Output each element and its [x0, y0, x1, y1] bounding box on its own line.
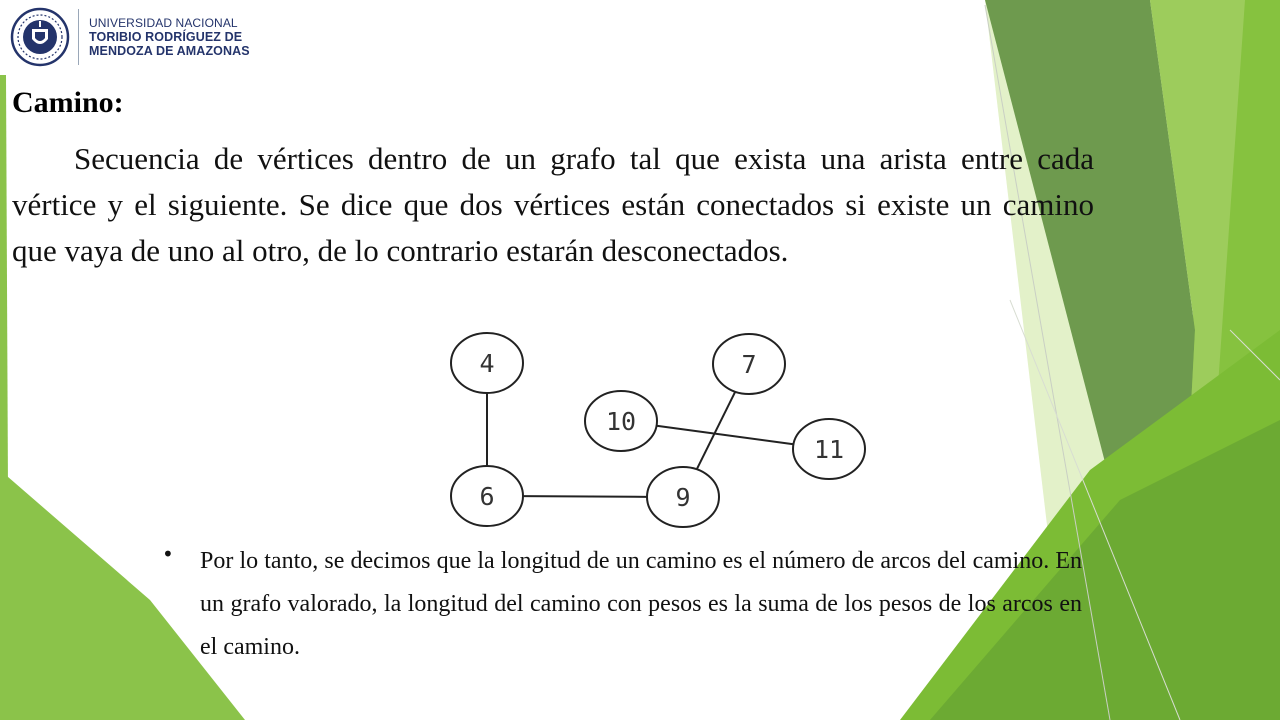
node-9 — [647, 467, 719, 527]
node-label: 7 — [741, 350, 757, 379]
node-6 — [451, 466, 523, 526]
node-label: 4 — [479, 349, 495, 378]
university-name-line-1: UNIVERSIDAD NACIONAL — [89, 16, 238, 30]
node-label: 10 — [605, 407, 637, 436]
node-label: 6 — [479, 482, 495, 511]
edge-10-11 — [657, 426, 794, 444]
bullet-text: Por lo tanto, se decimos que la longitud de un camino es el número de arcos del camino. En un grafo valorado, la longitud del camino con pesos es la suma de los pesos de los arcos en el camino. — [200, 548, 1082, 660]
node-label: 9 — [675, 483, 691, 512]
edge-6-9 — [523, 496, 647, 497]
bullet-item — [162, 540, 1082, 669]
slide-title: Camino: — [12, 86, 124, 119]
node-11 — [793, 419, 865, 479]
university-name-line-3: MENDOZA DE AMAZONAS — [89, 44, 250, 58]
bullet-icon: • — [162, 542, 174, 566]
node-label: 11 — [813, 435, 845, 464]
university-name-line-2: TORIBIO RODRÍGUEZ DE — [89, 30, 243, 44]
node-7 — [713, 334, 785, 394]
node-10 — [585, 391, 657, 451]
edge-9-7 — [697, 392, 735, 470]
definition-paragraph: Secuencia de vértices dentro de un grafo tal que exista una arista entre cada vértice y el siguiente. Se dice que dos vértices están conectados si existe un camino que vaya de uno al otro, de lo contrario estarán desconectados. — [12, 141, 1094, 268]
node-4 — [451, 333, 523, 393]
